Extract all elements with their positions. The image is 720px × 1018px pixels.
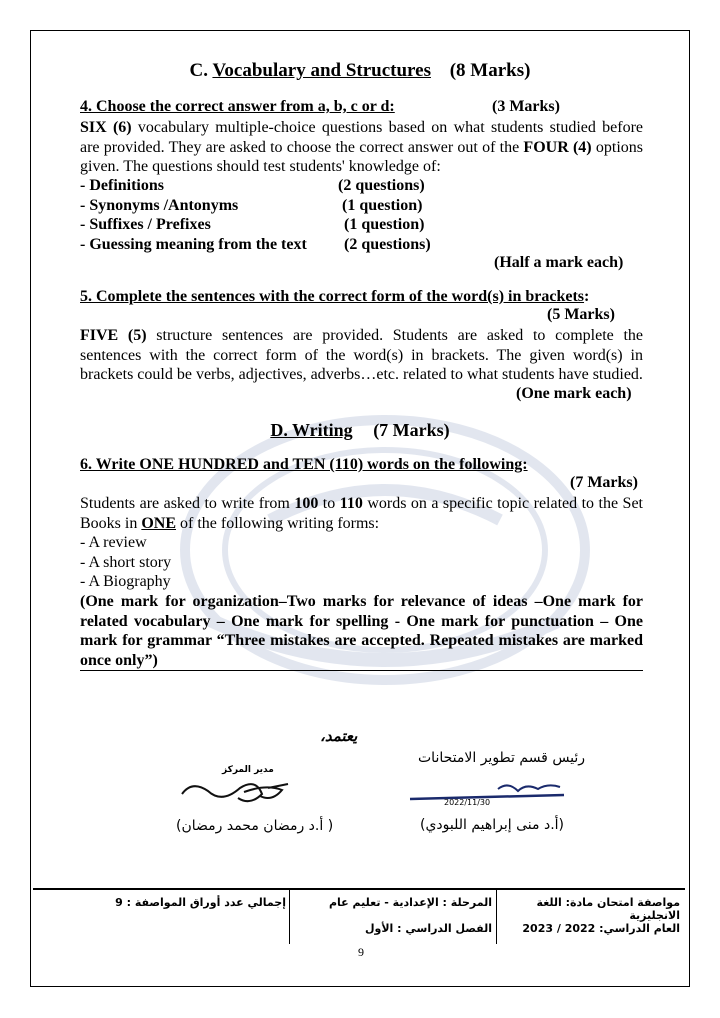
watermark-seal xyxy=(150,400,620,730)
list-item: - A short story xyxy=(80,553,172,571)
section-d-title: D. Writing xyxy=(270,420,353,440)
item-name: - Suffixes / Prefixes xyxy=(80,216,211,234)
q6-heading xyxy=(80,456,528,474)
director-signature xyxy=(178,776,293,810)
list-item: - A review xyxy=(80,534,147,551)
footer-term: الفصل الدراسي : الأول xyxy=(364,922,492,935)
footer-top-line xyxy=(33,888,685,890)
q6-text-1: Students are asked to write from xyxy=(80,495,295,512)
footer-divider-left xyxy=(289,889,290,944)
q4-text-1: vocabulary multiple-choice questions based on what students studied before are provided. They are asked to choose the correct answer out of the xyxy=(80,119,643,156)
q6-description xyxy=(80,494,643,533)
list-item xyxy=(80,176,431,196)
footer-academic-year: العام الدراسي: 2022 / 2023 xyxy=(522,922,680,935)
q6-min-words: 100 xyxy=(294,495,319,512)
q6-forms xyxy=(80,533,171,592)
q6-text-2: to xyxy=(318,495,340,512)
section-c-marks: (8 Marks) xyxy=(449,60,531,81)
section-d-heading xyxy=(0,420,720,441)
q4-note: (Half a mark each) xyxy=(494,254,624,271)
signature-date: 2022/11/30 xyxy=(444,798,491,807)
q5-heading xyxy=(80,288,589,306)
section-divider xyxy=(80,670,643,671)
approval-label: يعتمد، xyxy=(320,727,358,745)
footer-stage: المرحلة : الإعدادية - تعليم عام xyxy=(328,896,492,909)
q4-text-2: options given. The questions should test students' knowledge of: xyxy=(80,138,643,176)
q4-six: SIX (6) xyxy=(80,119,132,136)
q6-text-4: of the following writing forms: xyxy=(176,514,380,532)
page-number: 9 xyxy=(358,945,364,959)
dept-head-name: (أ.د منى إبراهيم اللبودي) xyxy=(420,817,565,833)
item-name: - Guessing meaning from the text xyxy=(80,236,307,254)
q5-description xyxy=(80,326,643,385)
list-item xyxy=(80,215,431,235)
q6-heading-text: 6. Write ONE HUNDRED and TEN (110) words on the following: xyxy=(80,456,528,473)
footer-spec-subject: مواصفة امتحان مادة: اللغة الانجليزية xyxy=(536,896,680,922)
footer-total-pages: إجمالي عدد أوراق المواصفة : 9 xyxy=(115,896,286,909)
q5-five: FIVE (5) xyxy=(80,327,147,344)
item-count: (2 questions) xyxy=(338,177,425,194)
item-count: (1 question) xyxy=(344,216,425,234)
q6-one: ONE xyxy=(141,514,177,532)
q6-text-3: words on a specific topic related to the Set Books in xyxy=(80,495,643,532)
director-name: ( أ.د رمضان محمد رمضان) xyxy=(176,818,334,834)
q4-description xyxy=(80,118,643,177)
section-c-title: Vocabulary and Structures xyxy=(212,60,431,81)
q5-marks: (5 Marks) xyxy=(547,306,615,323)
item-name: - Definitions xyxy=(80,177,164,194)
q6-marks: (7 Marks) xyxy=(570,474,638,491)
list-item xyxy=(80,196,431,216)
q4-heading-text: 4. Choose the correct answer from a, b, c or d: xyxy=(80,98,395,115)
q5-note: (One mark each) xyxy=(516,385,632,402)
q6-rubric: (One mark for organization–Two marks for relevance of ideas –One mark for related vocabulary – One mark for spelling - One mark for punctuation – One mark for grammar “Three mistakes are accepted. Repeated mistakes are marked once only”) xyxy=(80,593,643,670)
section-c-letter: C. xyxy=(189,60,209,81)
item-name: - Synonyms /Antonyms xyxy=(80,196,239,214)
center-director-title: مدير المركز xyxy=(222,765,274,775)
q5-heading-text: 5. Complete the sentences with the correct form of the word(s) in brackets xyxy=(80,288,585,305)
item-count: (1 question) xyxy=(342,196,423,214)
exam-dept-head-title: رئيس قسم تطوير الامتحانات xyxy=(418,750,586,766)
item-count: (2 questions) xyxy=(344,236,431,254)
list-item xyxy=(80,235,431,255)
q5-text: structure sentences are provided. Students are asked to complete the sentences with the correct form of the word(s) in brackets. The given word(s) in brackets could be verbs, adjectives, adverbs…etc. related to what students have studied. xyxy=(80,327,643,384)
q4-item-list xyxy=(80,176,431,255)
section-d-marks: (7 Marks) xyxy=(373,420,450,440)
q5-colon: : xyxy=(584,288,590,305)
q4-four: FOUR (4) xyxy=(523,138,592,156)
q4-heading xyxy=(80,98,395,116)
q4-marks: (3 Marks) xyxy=(492,98,560,115)
list-item: - A Biography xyxy=(80,573,171,591)
q6-max-words: 110 xyxy=(339,495,363,512)
footer-divider-right xyxy=(496,889,497,944)
section-c-heading xyxy=(0,60,720,82)
